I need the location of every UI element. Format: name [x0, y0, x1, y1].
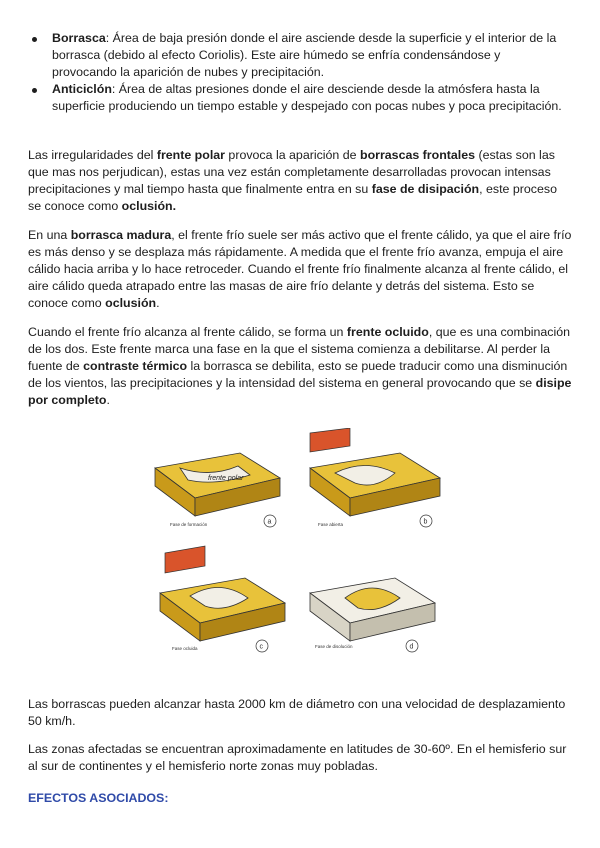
bold-run: disipe por completo	[28, 376, 572, 407]
text-run: , el frente frío suele ser más activo que el frente cálido, ya que el aire frío es más denso y se desplaza más rápidamente. A medida que el frente frío avanza, empuja el aire cálido hacia arriba y lo hace retroceder. Cuando el frente frío finalmente alcanza al frente cálido, el aire cálido queda atrapado entre las masas de aire frío delante y detrás del sistema. Esto se conoce como	[28, 228, 572, 310]
letter-b: b	[423, 518, 428, 526]
paragraph-frente-ocluido	[28, 324, 573, 409]
bold-run: fase de disipación	[371, 182, 480, 196]
text-run: Las irregularidades del	[28, 148, 157, 162]
label-frente-polar: frente polar	[208, 475, 244, 482]
term-borrasca: Borrasca	[52, 31, 106, 45]
text-run: provoca la aparición de	[224, 148, 360, 162]
section-heading-efectos: EFECTOS ASOCIADOS:	[28, 791, 169, 805]
panel-a	[155, 453, 280, 527]
bold-run: borrasca madura	[70, 228, 172, 242]
text-run: .	[106, 393, 110, 407]
text-run: , este proceso se conoce como	[28, 182, 557, 213]
text-run: Cuando el frente frío alcanza al frente cálido, se forma un	[28, 325, 347, 339]
text-run: la borrasca se debilita, esto se puede traducir como una disminución de los vientos, las precipitaciones y la intensidad del sistema en general provocando que se	[28, 359, 568, 390]
definitions-list	[28, 30, 568, 115]
letter-a: a	[267, 518, 272, 526]
bold-run: frente ocluido	[346, 325, 429, 339]
term-anticiclon: Anticiclón	[52, 82, 112, 96]
panel-c	[160, 546, 285, 652]
paragraph-borrasca-madura	[28, 227, 573, 312]
caption-a: Fase de formación	[170, 522, 208, 527]
text-run: .	[156, 296, 160, 310]
definition-anticiclon: : Área de altas presiones donde el aire desciende desde la atmósfera hasta la superficie produciendo un tiempo estable y despejado con pocas nubes y poca precipitación.	[52, 82, 562, 113]
text-run: En una	[28, 228, 71, 242]
letter-d: d	[409, 643, 414, 651]
bold-run: frente polar	[156, 148, 225, 162]
borrasca-phases-figure	[150, 428, 450, 668]
list-item-anticiclon	[28, 81, 568, 115]
bold-run: oclusión	[105, 296, 157, 310]
bullet-dot	[32, 88, 37, 93]
list-item-borrasca	[28, 30, 568, 81]
panel-b	[310, 428, 440, 527]
caption-c: Fase ocluida	[172, 646, 198, 651]
paragraph-latitudes: Las zonas afectadas se encuentran aproximadamente en latitudes de 30-60º. En el hemisferio sur al sur de continentes y el hemisferio norte zonas muy pobladas.	[28, 742, 567, 773]
letter-c: c	[259, 643, 263, 651]
bullet-dot	[32, 37, 37, 42]
caption-b: Fase abierta	[318, 522, 344, 527]
bold-run: oclusión.	[121, 199, 177, 213]
text-run: , que es una combinación de los dos. Este frente marca una fase en la que el sistema comienza a debilitarse. Al perder la fuente de	[28, 325, 571, 373]
paragraph-diametro: Las borrascas pueden alcanzar hasta 2000 km de diámetro con una velocidad de desplazamiento 50 km/h.	[28, 697, 566, 728]
paragraph-frente-polar	[28, 147, 573, 215]
text-run: (estas son las que mas nos perjudican), estas una vez están completamente desarrolladas provocan intensas precipitaciones y mal tiempo hasta que finalmente entra en su	[28, 148, 555, 196]
panel-d	[310, 578, 435, 652]
caption-d: Fase de disolución	[315, 644, 353, 649]
bold-run: borrascas frontales	[360, 148, 476, 162]
definition-borrasca: : Área de baja presión donde el aire asciende desde la superficie y el interior de la borrasca (debido al efecto Coriolis). Este aire húmedo se enfría condensándose y provocando la aparición de nubes y precipitación.	[52, 31, 557, 79]
bold-run: contraste térmico	[83, 359, 188, 373]
